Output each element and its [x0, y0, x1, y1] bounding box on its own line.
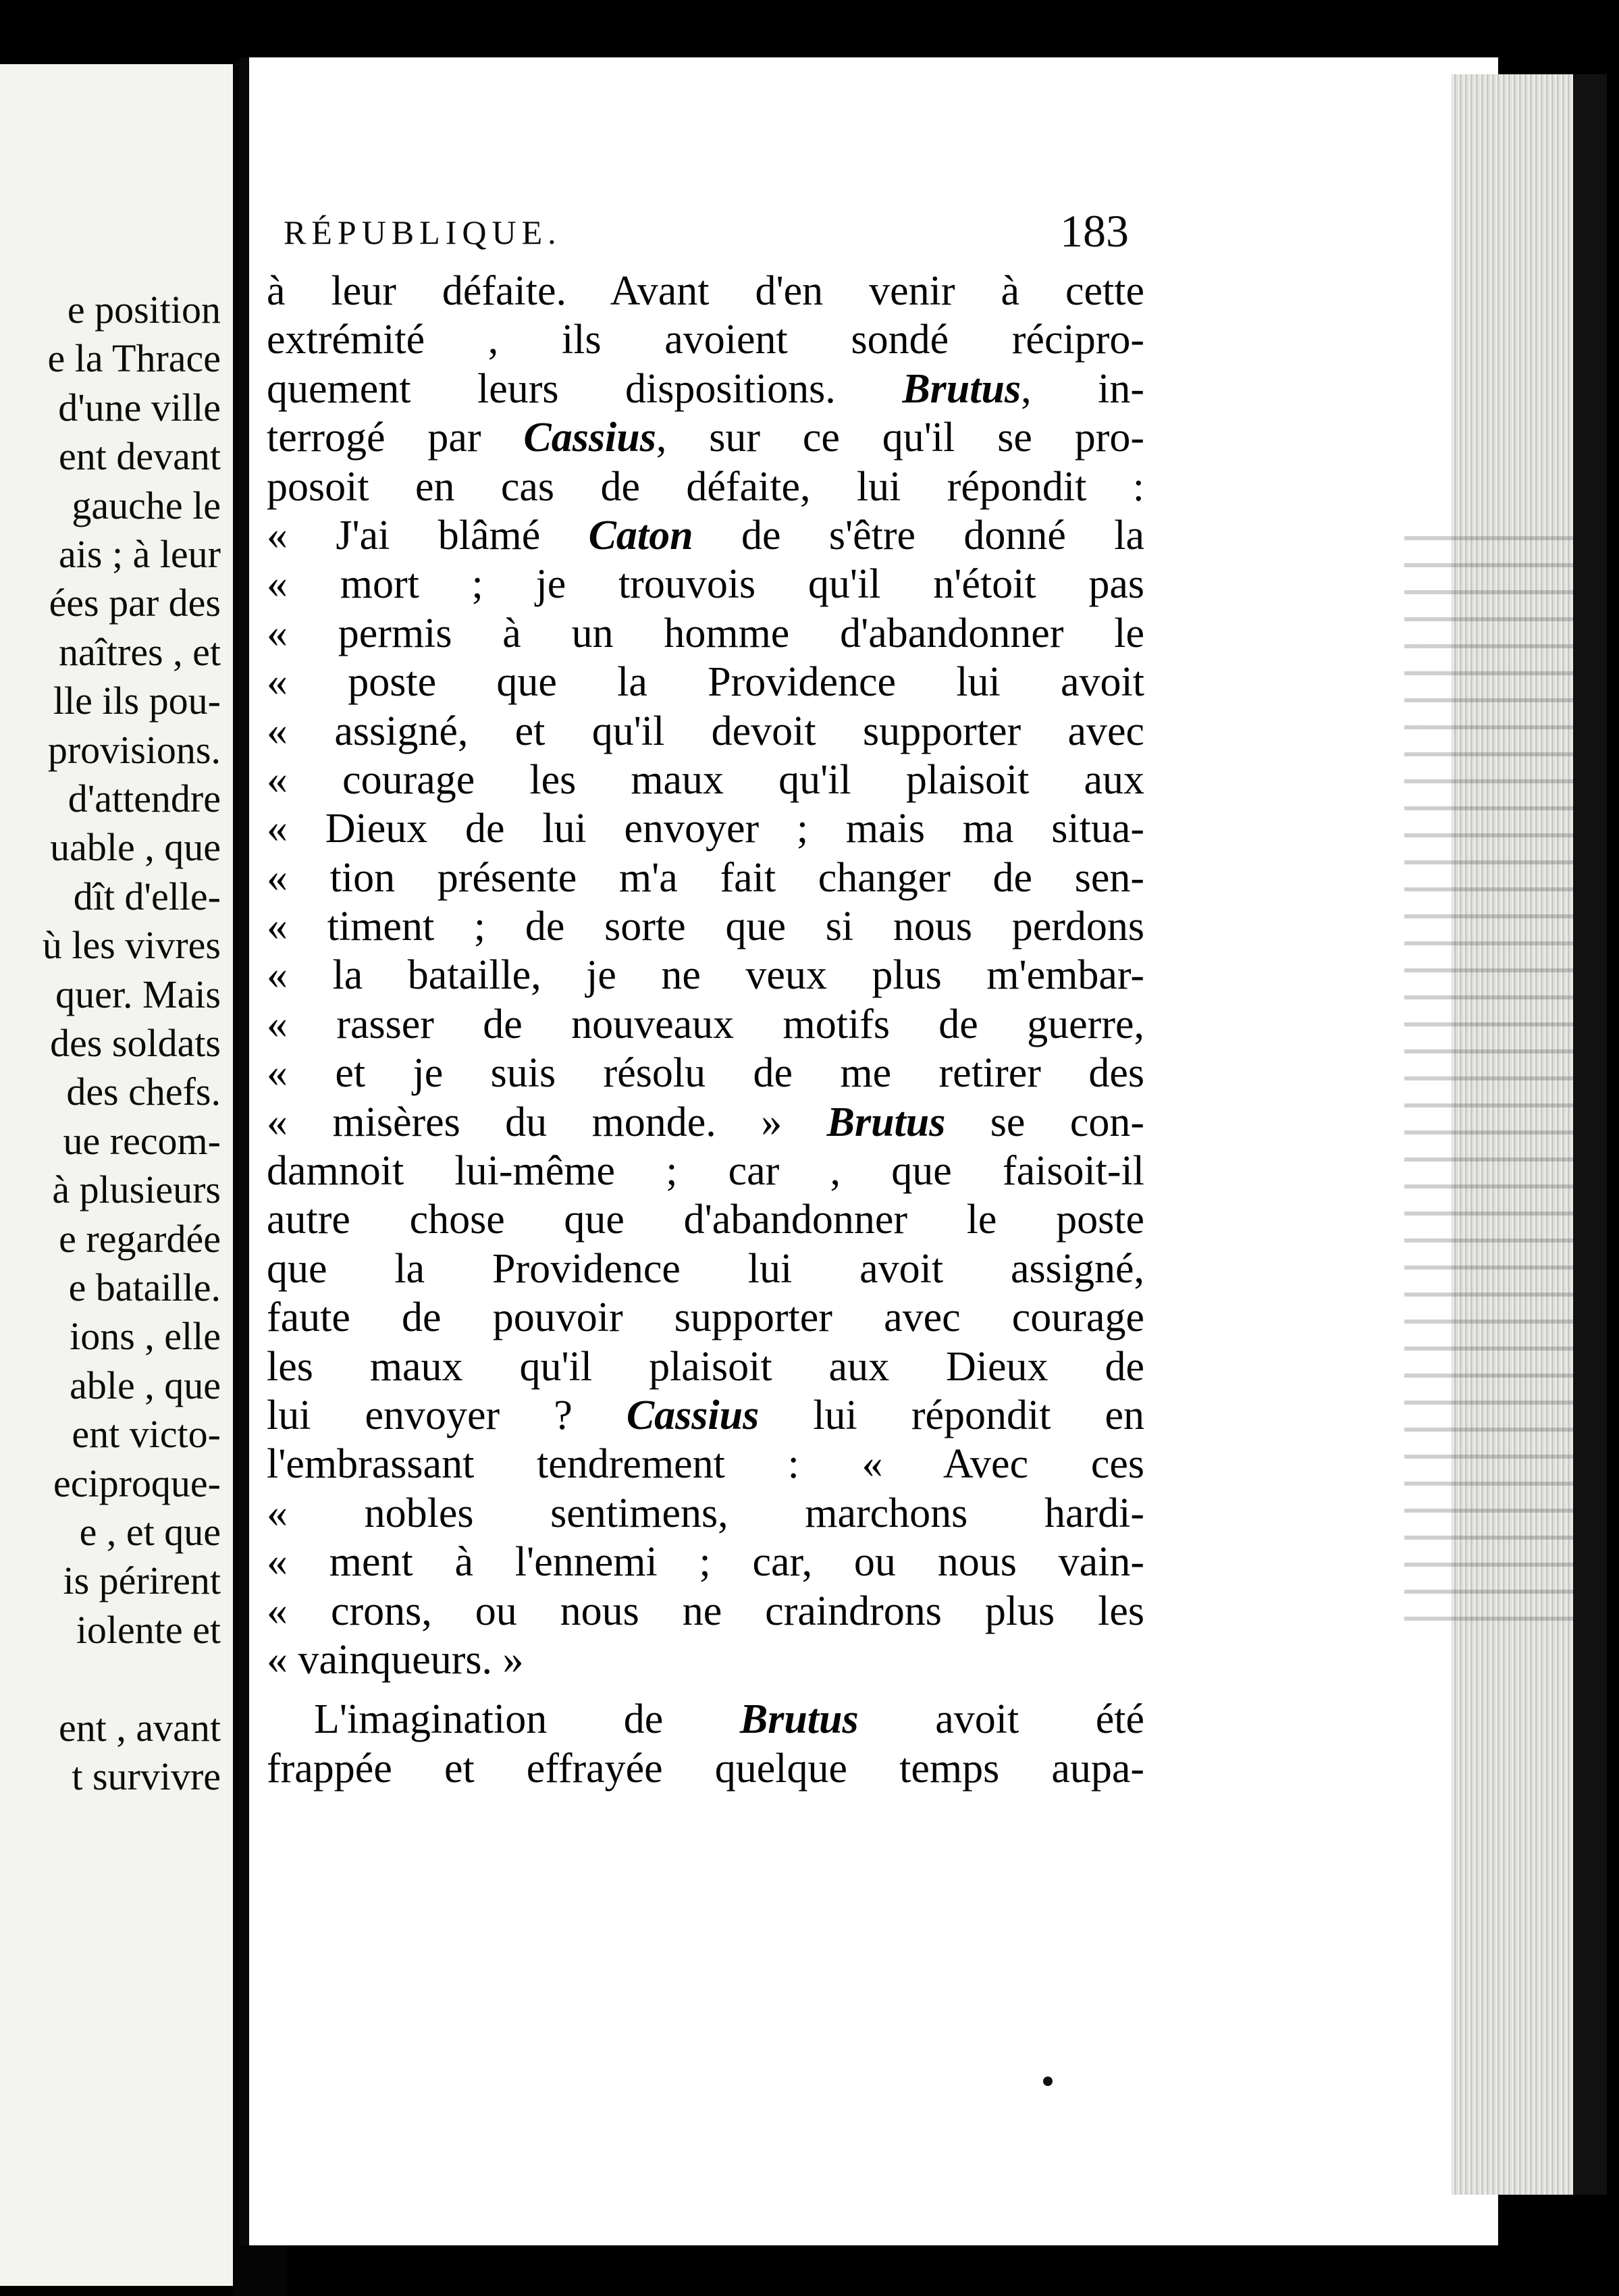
text-line — [267, 511, 1144, 560]
left-page-line: able , que — [70, 1363, 221, 1407]
left-page-line: dît d'elle- — [73, 874, 221, 918]
text-line — [267, 609, 1144, 658]
text-line — [267, 902, 1144, 951]
text-line — [267, 365, 1144, 413]
text-run: à leur défaite. Avant d'en venir à cette — [267, 268, 1144, 314]
text-run: « courage les maux qu'il plaisoit aux — [267, 756, 1144, 803]
text-run: posoit en cas de défaite, lui répondit : — [267, 463, 1144, 510]
left-page-line: à plusieurs — [52, 1168, 221, 1212]
text-run: « timent ; de sorte que si nous perdons — [267, 904, 1144, 950]
left-page-line: ent devant — [59, 434, 221, 479]
left-page-line: d'une ville — [58, 385, 221, 429]
text-run: terrogé par — [267, 415, 524, 461]
text-line — [267, 1049, 1144, 1097]
text-run: « rasser de nouveaux motifs de guerre, — [267, 1001, 1144, 1047]
left-page-line: ent victo- — [72, 1412, 221, 1457]
text-run: , sur ce qu'il se pro- — [656, 415, 1144, 461]
italic-name: Caton — [588, 512, 693, 558]
left-page-line: ue recom- — [63, 1118, 221, 1163]
text-run: « nobles sentimens, marchons hardi- — [267, 1490, 1144, 1536]
text-run: quement leurs dispositions. — [267, 365, 903, 412]
left-page-line: eciproque- — [53, 1461, 221, 1505]
text-run: « misères du monde. » — [267, 1099, 827, 1145]
text-line — [267, 463, 1144, 511]
text-line — [267, 1245, 1144, 1293]
text-run: L'imagination de — [314, 1696, 740, 1743]
text-line — [267, 1098, 1144, 1147]
text-run: « vainqueurs. » — [267, 1636, 524, 1683]
text-run: damnoit lui-même ; car , que faisoit-il — [267, 1148, 1144, 1195]
text-run: l'embrassant tendrement : « Avec ces — [267, 1441, 1144, 1488]
text-run: « poste que la Providence lui avoit — [267, 659, 1144, 706]
running-head — [284, 205, 1161, 257]
text-run: faute de pouvoir supporter avec courage — [267, 1295, 1144, 1341]
left-page-line: e bataille. — [68, 1266, 221, 1309]
page-edge-shadow — [1573, 74, 1607, 2195]
italic-name: Brutus — [902, 365, 1021, 412]
text-line — [267, 658, 1144, 706]
text-line — [267, 707, 1144, 756]
text-run: lui répondit en — [759, 1392, 1144, 1438]
text-line — [267, 1489, 1144, 1538]
ink-speck — [1043, 2077, 1053, 2086]
running-head-title: RÉPUBLIQUE. — [284, 213, 562, 251]
text-line — [267, 1440, 1144, 1488]
text-run: frappée et effrayée quelque temps aupa- — [267, 1745, 1144, 1792]
text-line — [267, 854, 1144, 902]
page-number: 183 — [1060, 205, 1129, 257]
text-run: avoit été — [858, 1696, 1144, 1743]
text-run: les maux qu'il plaisoit aux Dieux de — [267, 1343, 1144, 1390]
text-run: « permis à un homme d'abandonner le — [267, 610, 1144, 656]
text-line — [267, 951, 1144, 999]
left-page-line: e regardée — [59, 1216, 221, 1261]
italic-name: Cassius — [523, 415, 656, 461]
text-line — [267, 804, 1144, 853]
left-page-line: gauche le — [72, 483, 221, 527]
italic-name: Brutus — [826, 1099, 946, 1145]
left-page-line: ent , avant — [59, 1705, 221, 1750]
text-run: « la bataille, je ne veux plus m'embar- — [267, 952, 1144, 999]
text-run: autre chose que d'abandonner le poste — [267, 1197, 1144, 1243]
text-run: extrémité , ils avoient sondé récipro- — [267, 317, 1144, 363]
text-line — [267, 560, 1144, 608]
left-page-line: uable , que — [50, 825, 221, 870]
italic-name: Cassius — [626, 1392, 760, 1438]
text-line — [267, 1195, 1144, 1244]
left-page-line: d'attendre — [68, 777, 221, 820]
left-page-line: naîtres , et — [59, 629, 221, 674]
left-page-line: ions , elle — [70, 1314, 221, 1359]
italic-name: Brutus — [739, 1696, 859, 1743]
text-run: « J'ai blâmé — [267, 512, 589, 558]
left-page-line: ù les vivres — [42, 923, 221, 968]
text-line — [267, 1744, 1144, 1793]
left-page-line: des soldats — [50, 1021, 221, 1065]
text-line — [267, 1000, 1144, 1049]
text-line — [267, 1293, 1144, 1342]
text-line — [267, 267, 1144, 315]
text-run: « et je suis résolu de me retirer des — [267, 1050, 1144, 1097]
text-line — [267, 1538, 1144, 1586]
left-page-line: ais ; à leur — [59, 532, 221, 576]
left-page-line: des chefs. — [66, 1070, 221, 1114]
text-run: lui envoyer ? — [267, 1392, 627, 1438]
left-page-line: t survivre — [72, 1754, 221, 1798]
text-run: se con- — [945, 1099, 1144, 1145]
text-run: « assigné, et qu'il devoit supporter avec — [267, 708, 1144, 754]
text-run: , in- — [1021, 365, 1145, 412]
text-run: « crons, ou nous ne craindrons plus les — [267, 1588, 1144, 1634]
text-line — [267, 756, 1144, 804]
text-run: « ment à l'ennemi ; car, ou nous vain- — [267, 1539, 1144, 1586]
left-page-line: ées par des — [49, 581, 221, 625]
text-line — [267, 1391, 1144, 1440]
text-line — [267, 1342, 1144, 1391]
left-page-line: lle ils pou- — [53, 679, 221, 723]
text-line — [267, 1636, 1144, 1684]
left-page-line: iolente et — [76, 1607, 221, 1652]
show-through-bleed — [1404, 513, 1580, 1621]
left-page-line: quer. Mais — [55, 972, 221, 1016]
left-page-line: is périrent — [63, 1559, 221, 1603]
text-run: de s'être donné la — [693, 512, 1144, 558]
text-line — [267, 1587, 1144, 1636]
text-line — [267, 315, 1144, 364]
previous-page-fragment — [0, 64, 233, 2286]
text-run: « mort ; je trouvois qu'il n'étoit pas — [267, 561, 1144, 608]
text-run: « Dieux de lui envoyer ; mais ma situa- — [267, 806, 1144, 852]
left-page-line: e , et que — [79, 1510, 221, 1554]
text-line — [267, 1695, 1144, 1744]
left-page-line: provisions. — [47, 727, 221, 772]
text-run: « tion présente m'a fait changer de sen- — [267, 854, 1144, 901]
text-line — [267, 413, 1144, 462]
text-line — [267, 1147, 1144, 1195]
text-run: que la Providence lui avoit assigné, — [267, 1245, 1144, 1292]
left-page-line: e position — [67, 288, 221, 332]
left-page-line: e la Thrace — [47, 336, 221, 381]
body-text — [267, 267, 1144, 1793]
